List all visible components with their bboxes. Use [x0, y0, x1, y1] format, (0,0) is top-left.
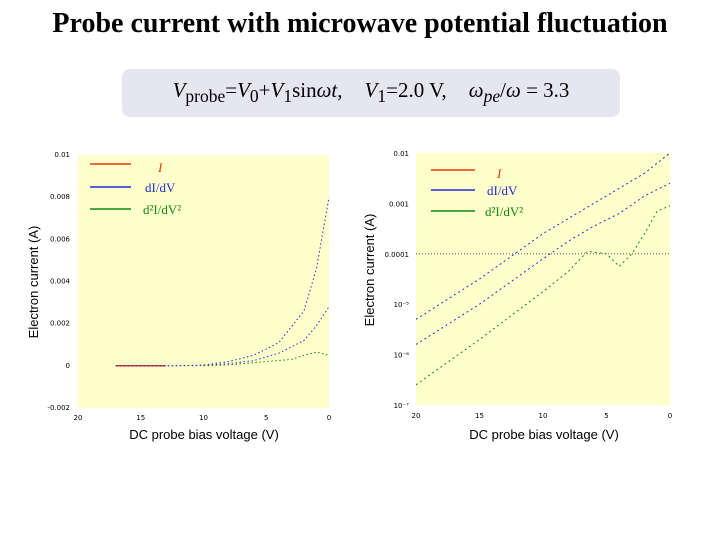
right-y-tick-label: 0.0001 — [384, 250, 409, 259]
right-y-axis-label: Electron current (A) — [362, 213, 377, 327]
left-plot-area — [78, 155, 329, 408]
right-x-tick-label: 20 — [411, 412, 421, 420]
left-y-tick-label: 0.01 — [54, 151, 70, 159]
right-legend-label-dI: dI/dV — [487, 183, 518, 198]
left-y-tick-label: 0 — [65, 361, 70, 370]
right-chart — [362, 150, 672, 442]
left-y-tick-label: -0.002 — [47, 404, 70, 412]
left-x-tick-label: 0 — [326, 414, 332, 422]
left-x-axis-label: DC probe bias voltage (V) — [129, 427, 279, 442]
right-x-tick-label: 0 — [667, 412, 673, 420]
left-y-tick-label: 0.008 — [49, 193, 70, 202]
left-y-tick-label: 0.004 — [49, 277, 70, 286]
formula: $V_{probe}=V_0+V_1\sin\omega t$, $V_1=2.0$ V, $\omega_{pe}/\omega = 3.3$ — [172, 78, 570, 107]
right-x-tick-label: 5 — [604, 412, 609, 420]
right-x-tick-label: 15 — [475, 412, 484, 420]
right-plot-area — [416, 153, 670, 405]
right-y-tick-label: 10⁻⁷ — [393, 402, 409, 410]
right-x-tick-label: 10 — [538, 412, 548, 420]
right-y-tick-label: 10⁻⁵ — [393, 301, 409, 310]
left-x-tick-label: 5 — [264, 414, 269, 422]
right-x-axis-label: DC probe bias voltage (V) — [469, 427, 619, 442]
right-legend-label-I: I — [497, 166, 502, 181]
left-y-tick-label: 0.002 — [49, 319, 70, 328]
left-y-tick-label: 0.006 — [49, 235, 70, 244]
right-y-tick-label: 0.01 — [393, 150, 409, 158]
left-legend-label-dI: dI/dV — [145, 180, 176, 195]
right-y-tick-label: 10⁻⁶ — [393, 351, 409, 360]
right-y-tick-label: 0.001 — [388, 200, 409, 209]
left-legend-label-I: I — [158, 160, 163, 175]
left-y-axis-label: Electron current (A) — [26, 225, 41, 339]
left-x-tick-label: 15 — [136, 414, 146, 422]
right-legend-label-d2I: d²I/dV² — [485, 204, 524, 219]
left-legend-label-d2I: d²I/dV² — [143, 202, 182, 217]
slide-title: Probe current with microwave potential fluctuation — [52, 8, 668, 39]
left-chart — [26, 151, 331, 442]
left-x-tick-label: 20 — [73, 414, 83, 422]
left-x-tick-label: 10 — [199, 414, 208, 422]
